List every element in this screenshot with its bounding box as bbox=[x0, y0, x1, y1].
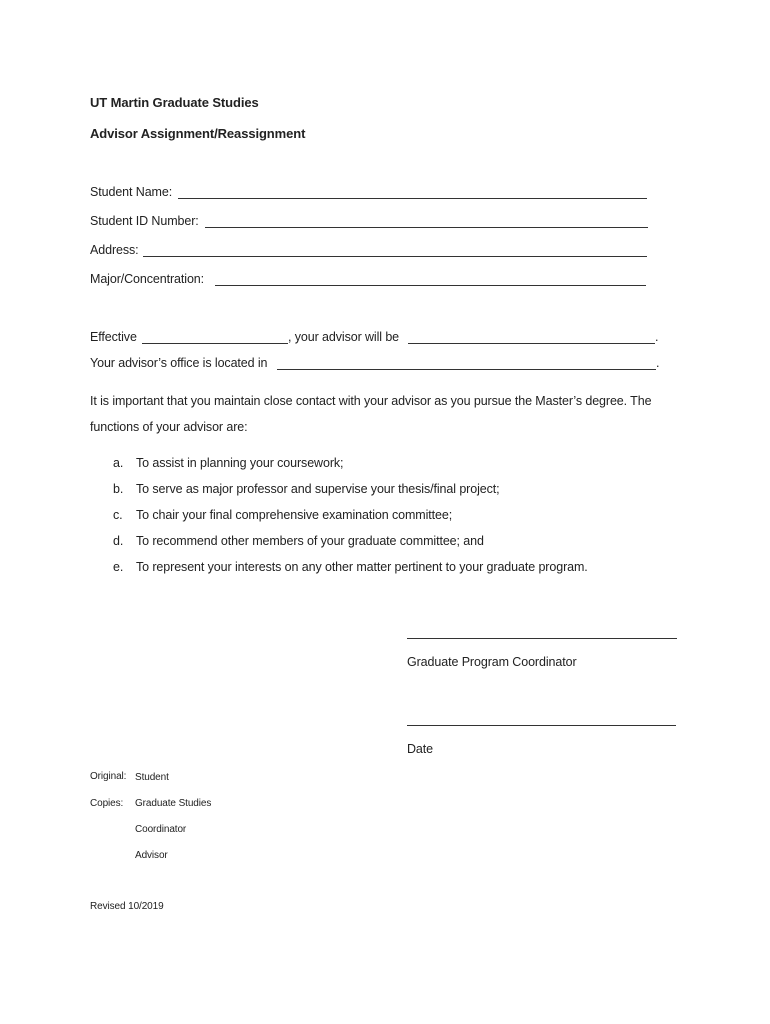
original-value: Student bbox=[135, 772, 169, 783]
student-name-label: Student Name: bbox=[90, 185, 173, 199]
advisor-period: . bbox=[655, 330, 659, 344]
list-item: To serve as major professor and supervise your thesis/final project; bbox=[136, 482, 500, 496]
office-location-field[interactable] bbox=[277, 369, 656, 370]
list-item: To assist in planning your coursework; bbox=[136, 456, 344, 470]
coordinator-signature-label: Graduate Program Coordinator bbox=[407, 655, 577, 669]
list-marker: c. bbox=[113, 508, 123, 522]
copy-recipient: Coordinator bbox=[135, 824, 187, 835]
list-item: To recommend other members of your graduate committee; and bbox=[136, 534, 484, 548]
coordinator-signature-field[interactable] bbox=[407, 638, 677, 639]
revision-date: Revised 10/2019 bbox=[90, 901, 164, 912]
copy-recipient: Graduate Studies bbox=[135, 798, 212, 809]
copy-recipient: Advisor bbox=[135, 850, 168, 861]
intro-line-2: functions of your advisor are: bbox=[90, 420, 248, 434]
list-item: To chair your final comprehensive examination committee; bbox=[136, 508, 453, 522]
list-marker: d. bbox=[113, 534, 124, 548]
list-item: To represent your interests on any other matter pertinent to your graduate program. bbox=[136, 560, 588, 574]
major-label: Major/Concentration: bbox=[90, 272, 205, 286]
advisor-name-field[interactable] bbox=[408, 343, 655, 344]
copies-label: Copies: bbox=[90, 798, 124, 809]
date-label: Date bbox=[407, 742, 434, 756]
list-marker: b. bbox=[113, 482, 124, 496]
advisor-will-be-label: , your advisor will be bbox=[288, 330, 400, 344]
address-label: Address: bbox=[90, 243, 139, 257]
office-period: . bbox=[656, 356, 660, 370]
effective-date-field[interactable] bbox=[142, 343, 288, 344]
office-label: Your advisor’s office is located in bbox=[90, 356, 268, 370]
date-signature-field[interactable] bbox=[407, 725, 676, 726]
original-label: Original: bbox=[90, 771, 127, 782]
student-id-label: Student ID Number: bbox=[90, 214, 199, 228]
intro-line-1: It is important that you maintain close contact with your advisor as you pursue the Master’s degree. The bbox=[90, 394, 652, 408]
address-field[interactable] bbox=[143, 256, 647, 257]
effective-label: Effective bbox=[90, 330, 137, 344]
list-marker: e. bbox=[113, 560, 124, 574]
form-title: Advisor Assignment/Reassignment bbox=[90, 126, 306, 141]
student-name-field[interactable] bbox=[178, 198, 647, 199]
list-marker: a. bbox=[113, 456, 124, 470]
form-institution-title: UT Martin Graduate Studies bbox=[90, 95, 259, 110]
student-id-field[interactable] bbox=[205, 227, 648, 228]
major-field[interactable] bbox=[215, 285, 646, 286]
